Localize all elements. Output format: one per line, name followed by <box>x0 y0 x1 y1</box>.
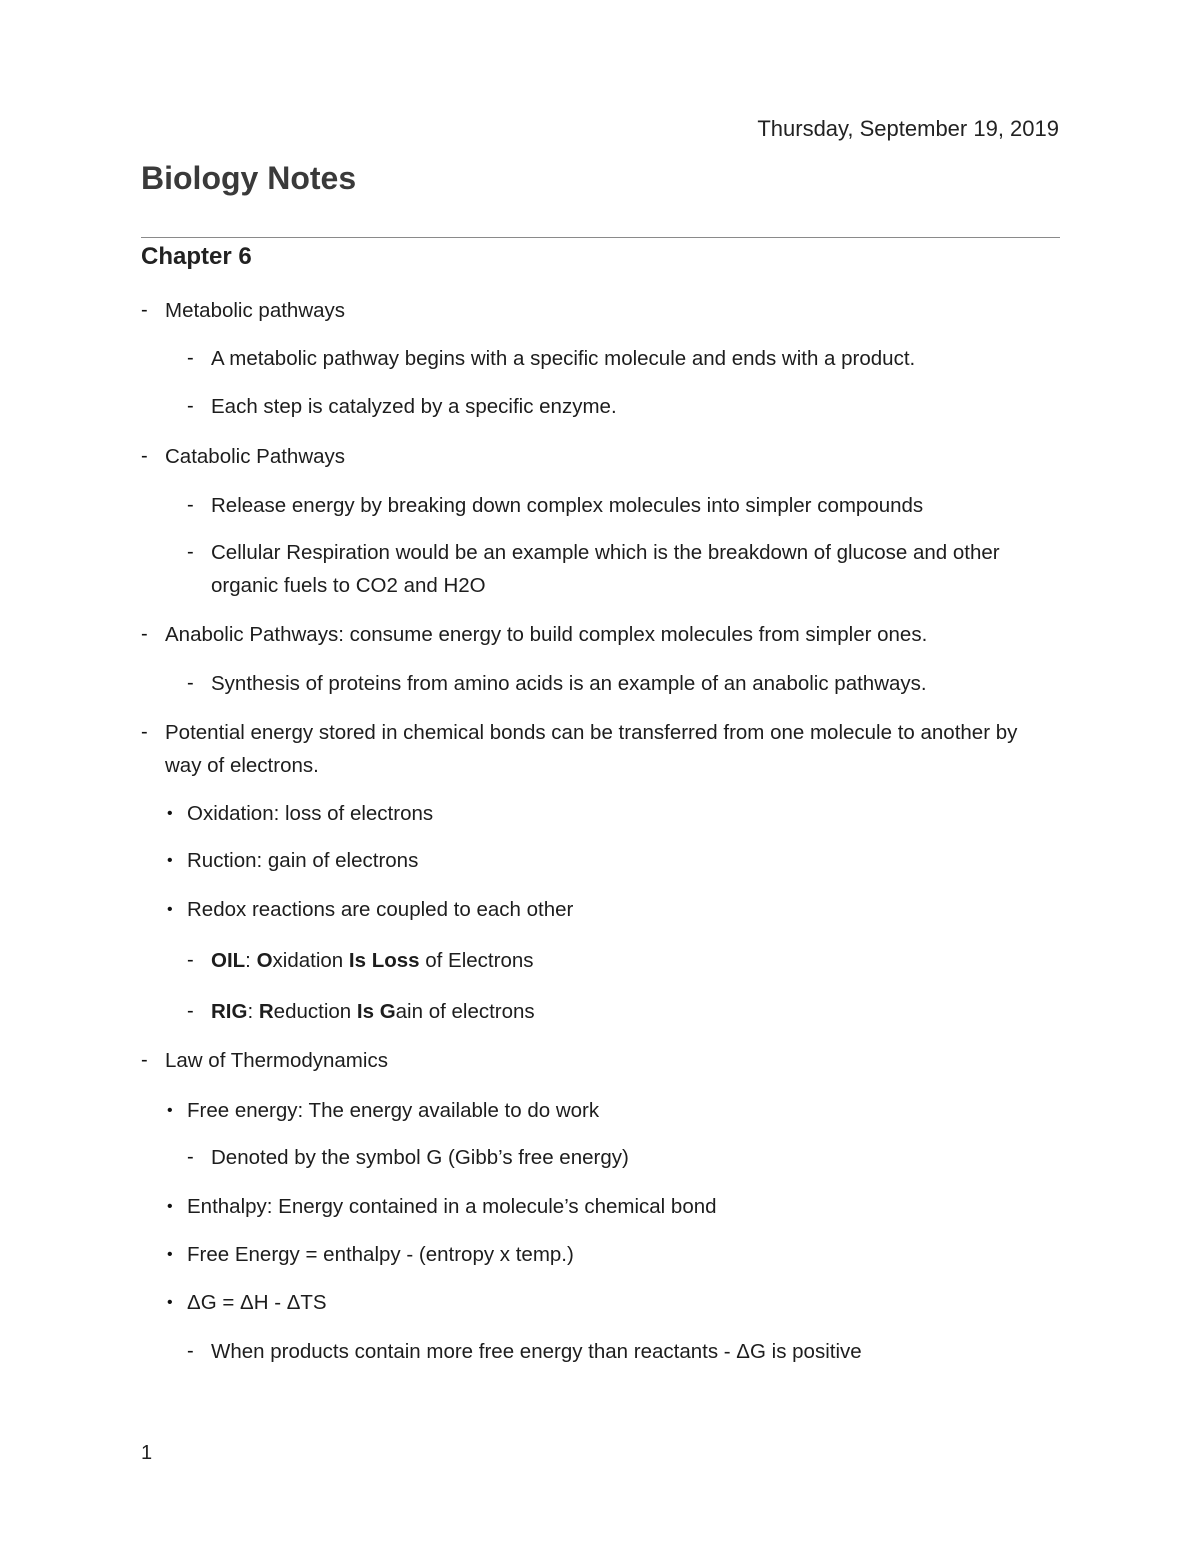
dash-marker: - <box>187 395 194 417</box>
list-item-text: Release energy by breaking down complex molecules into simpler compounds <box>211 494 924 517</box>
list-item <box>187 489 1041 522</box>
list-item <box>141 1044 1045 1077</box>
list-item-text: ΔG = ΔH - ΔTS <box>187 1291 327 1314</box>
rig-colon: : <box>247 1000 259 1023</box>
dash-marker: - <box>141 623 148 645</box>
list-item <box>141 716 1045 782</box>
bullet-marker: • <box>167 1198 173 1215</box>
list-item <box>187 536 1041 602</box>
dash-marker: - <box>187 1340 194 1362</box>
list-item <box>167 1286 1067 1319</box>
dash-marker: - <box>187 1146 194 1168</box>
dash-marker: - <box>187 494 194 516</box>
list-item <box>167 797 1067 830</box>
oil-oss: oss <box>384 949 420 972</box>
list-item <box>187 342 1041 375</box>
date-header: Thursday, September 19, 2019 <box>757 116 1059 141</box>
list-item <box>141 440 1045 473</box>
list-item-text: Free energy: The energy available to do work <box>187 1099 600 1122</box>
dash-marker: - <box>141 1049 148 1071</box>
list-item <box>167 1094 1067 1127</box>
bullet-marker: • <box>167 1246 173 1263</box>
rig-is: Is <box>356 1000 374 1023</box>
chapter-heading: Chapter 6 <box>141 243 252 270</box>
list-item-text: Law of Thermodynamics <box>165 1049 388 1072</box>
list-item-text: Synthesis of proteins from amino acids is an example of an anabolic pathways. <box>211 672 927 695</box>
list-item-text: Ruction: gain of electrons <box>187 849 419 872</box>
oil-letter-o: O <box>256 949 273 972</box>
list-item-text: Enthalpy: Energy contained in a molecule’s chemical bond <box>187 1195 717 1218</box>
list-item <box>187 390 1041 423</box>
page-title: Biology Notes <box>141 160 357 196</box>
oil-letter-l: L <box>371 949 385 972</box>
page-number: 1 <box>141 1442 153 1464</box>
list-item-text: Potential energy stored in chemical bonds can be transferred from one molecule to another by way of electrons. <box>165 721 1018 777</box>
list-item-text: Each step is catalyzed by a specific enzyme. <box>211 395 617 418</box>
list-item-oil <box>187 944 1041 977</box>
list-item <box>141 618 1045 651</box>
list-item-text: Free Energy = enthalpy - (entropy x temp.) <box>187 1243 574 1266</box>
list-item <box>167 1238 1067 1271</box>
rig-acronym: RIG <box>211 1000 248 1023</box>
dash-marker: - <box>187 541 194 563</box>
title-divider <box>141 237 1060 238</box>
bullet-marker: • <box>167 1294 173 1311</box>
list-item-text: When products contain more free energy than reactants - ΔG is positive <box>211 1340 862 1363</box>
dash-marker: - <box>187 949 194 971</box>
oil-colon: : <box>245 949 257 972</box>
rig-eduction: eduction <box>273 1000 357 1023</box>
list-item-text: A metabolic pathway begins with a specific molecule and ends with a product. <box>211 347 916 370</box>
oil-xidation: xidation <box>272 949 349 972</box>
dash-marker: - <box>187 1000 194 1022</box>
list-item-text: Cellular Respiration would be an example which is the breakdown of glucose and other organic fuels to CO2 and H2O <box>211 541 1000 597</box>
dash-marker: - <box>187 347 194 369</box>
rig-letter-g: G <box>379 1000 396 1023</box>
dash-marker: - <box>141 299 148 321</box>
bullet-marker: • <box>167 1102 173 1119</box>
list-item-text: Redox reactions are coupled to each other <box>187 898 574 921</box>
bullet-marker: • <box>167 852 173 869</box>
dash-marker: - <box>187 672 194 694</box>
oil-acronym: OIL <box>211 949 246 972</box>
bullet-marker: • <box>167 901 173 918</box>
list-item-rig <box>187 995 1041 1028</box>
list-item-text: Oxidation: loss of electrons <box>187 802 434 825</box>
list-item <box>141 294 1045 327</box>
list-item-text: Metabolic pathways <box>165 299 346 322</box>
list-item <box>167 893 1067 926</box>
dash-marker: - <box>141 721 148 743</box>
list-item <box>187 1335 1041 1368</box>
list-item-text: Anabolic Pathways: consume energy to build complex molecules from simpler ones. <box>165 623 928 646</box>
dash-marker: - <box>141 445 148 467</box>
bullet-marker: • <box>167 805 173 822</box>
oil-is: Is <box>348 949 366 972</box>
rig-letter-r: R <box>258 1000 274 1023</box>
list-item-text: Catabolic Pathways <box>165 445 346 468</box>
list-item <box>187 667 1041 700</box>
rig-rest: ain of electrons <box>395 1000 535 1023</box>
list-item <box>167 1190 1067 1223</box>
list-item <box>187 1141 1041 1174</box>
list-item <box>167 844 1067 877</box>
oil-rest: of Electrons <box>419 949 534 972</box>
list-item-text: Denoted by the symbol G (Gibb’s free energy) <box>211 1146 629 1169</box>
